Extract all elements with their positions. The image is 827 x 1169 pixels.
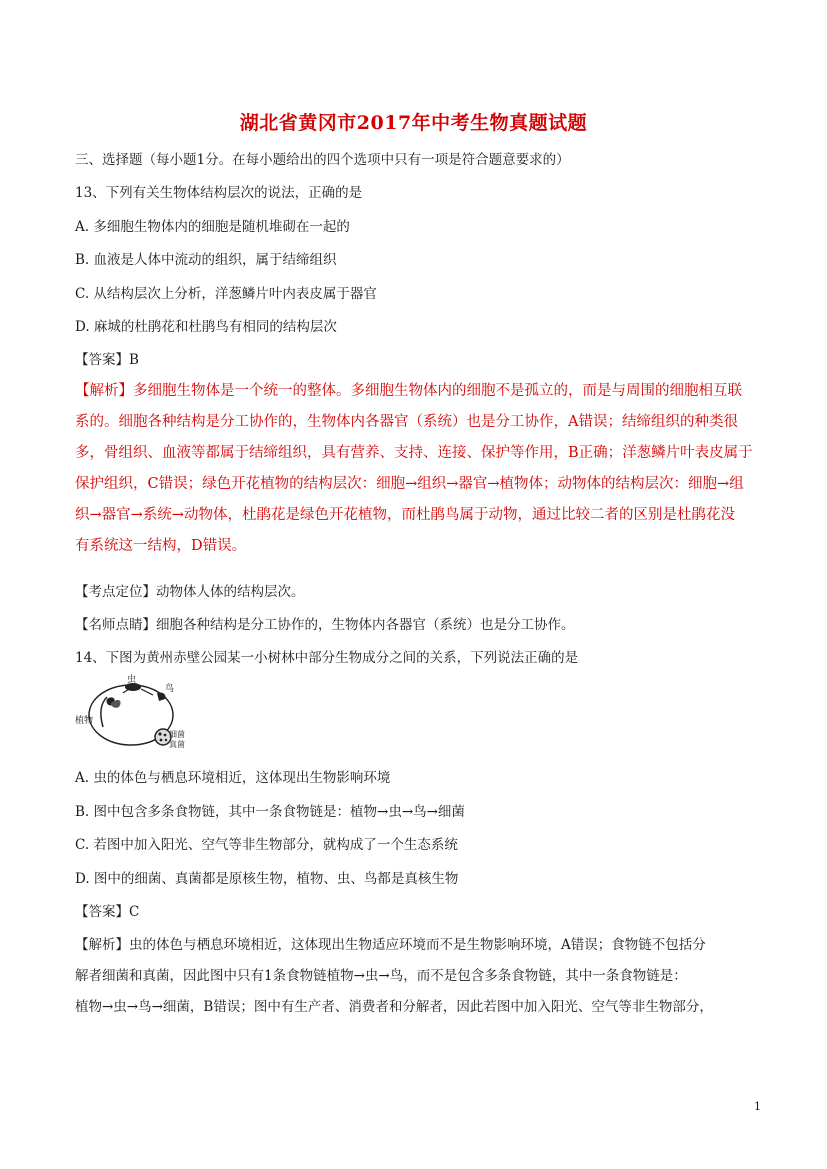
question-14-option-a: A. 虫的体色与栖息环境相近，这体现出生物影响环境: [75, 770, 391, 786]
question-13-stem: 13、下列有关生物体结构层次的说法，正确的是: [75, 185, 363, 201]
question-13-answer: 【答案】B: [75, 352, 139, 368]
analysis-line: 解者细菌和真菌，因此图中只有1条食物链植物→虫→鸟，而不是包含多条食物链，其中一条食物链是：: [75, 968, 687, 984]
figure-label-fungi: 真菌: [169, 740, 185, 749]
question-14-option-c: C. 若图中加入阳光、空气等非生物部分，就构成了一个生态系统: [75, 837, 458, 853]
question-14-stem: 14、下图为黄州赤壁公园某一小树林中部分生物成分之间的关系，下列说法正确的是: [75, 650, 579, 666]
page-title: 湖北省黄冈市2017年中考生物真题试题: [239, 112, 588, 134]
question-14-analysis: [75, 930, 765, 1023]
analysis-line: 【解析】多细胞生物体是一个统一的整体。多细胞生物体内的细胞不是孤立的，而是与周围的细胞相互联: [75, 383, 742, 399]
question-13-option-c: C. 从结构层次上分析，洋葱鳞片叶内表皮属于器官: [75, 286, 377, 302]
question-13-option-a: A. 多细胞生物体内的细胞是随机堆砌在一起的: [75, 219, 350, 235]
analysis-line: 织→器官→系统→动物体，杜鹃花是绿色开花植物，而杜鹃鸟属于动物，通过比较二者的区别是杜鹃花没: [75, 507, 735, 523]
question-13-kaodian: 【考点定位】动物体人体的结构层次。: [75, 584, 305, 600]
analysis-line: 有系统这一结构，D错误。: [75, 538, 247, 554]
question-14-option-d: D. 图中的细菌、真菌都是原核生物，植物、虫、鸟都是真核生物: [75, 871, 459, 887]
figure-label-insect: 虫: [127, 675, 137, 685]
figure-label-bird: 鸟: [165, 684, 175, 694]
question-14-option-b: B. 图中包含多条食物链，其中一条食物链是：植物→虫→鸟→细菌: [75, 804, 465, 820]
analysis-line: 【解析】虫的体色与栖息环境相近，这体现出生物适应环境而不是生物影响环境，A错误；食物链不包括分: [75, 937, 706, 953]
question-13-mingshi: 【名师点睛】细胞各种结构是分工协作的，生物体内各器官（系统）也是分工协作。: [75, 617, 575, 633]
analysis-line: 植物→虫→鸟→细菌，B错误；图中有生产者、消费者和分解者，因此若图中加入阳光、空气等非生物部分，: [75, 999, 713, 1015]
analysis-line: 多，骨组织、血液等都属于结缔组织，具有营养、支持、连接、保护等作用，B正确；洋葱鳞片叶表皮属于: [75, 445, 753, 461]
food-web-diagram: [75, 673, 183, 753]
question-13-option-d: D. 麻城的杜鹃花和杜鹃鸟有相同的结构层次: [75, 319, 337, 335]
question-13-option-b: B. 血液是人体中流动的组织，属于结缔组织: [75, 252, 337, 268]
question-13-analysis: [75, 376, 765, 562]
question-14-answer: 【答案】C: [75, 904, 140, 920]
figure-label-bacteria: 细菌: [169, 730, 185, 739]
section-header: 三、选择题（每小题1分。在每小题给出的四个选项中只有一项是符合题意要求的）: [75, 152, 570, 168]
page-number: 1: [754, 1100, 761, 1113]
analysis-line: 保护组织，C错误；绿色开花植物的结构层次：细胞→组织→器官→植物体；动物体的结构层次：细胞→组: [75, 476, 744, 492]
analysis-line: 系的。细胞各种结构是分工协作的，生物体内各器官（系统）也是分工协作，A错误；结缔组织的种类很: [75, 414, 738, 430]
figure-label-plant: 植物: [75, 716, 94, 726]
